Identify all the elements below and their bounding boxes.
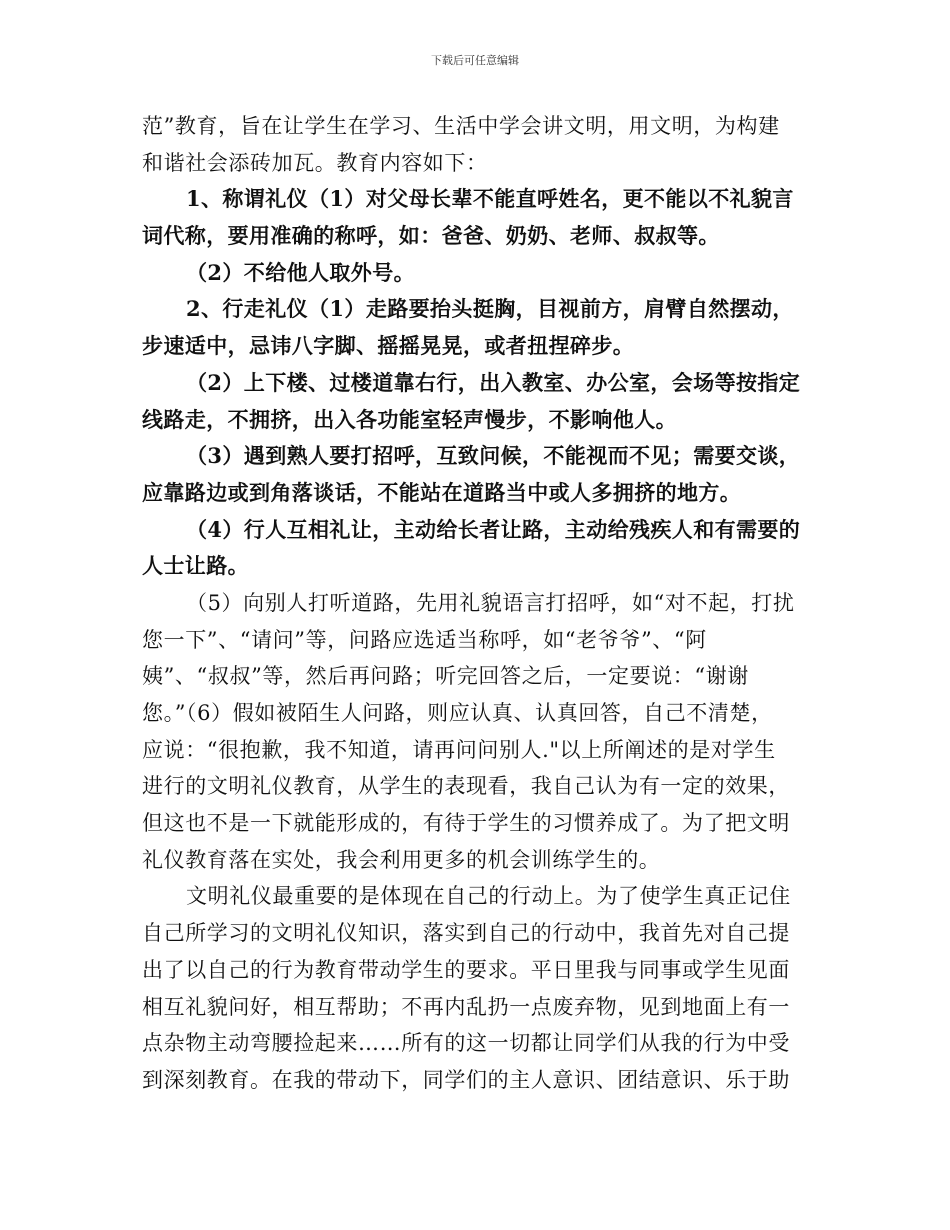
text-line: （5）向别人打听道路，先用礼貌语言打招呼，如“对不起，打扰 [186,590,795,615]
text-line: 2、行走礼仪（1）走路要抬头挺胸，目视前方，肩臂自然摆动， [186,296,794,322]
text-line: 到深刻教育。在我的带动下，同学们的主人意识、团结意识、乐于助 [142,1067,790,1092]
text-line: 范”教育，旨在让学生在学习、生活中学会讲文明，用文明，为构建 [142,114,780,138]
text-line: 您一下”、“请问”等，问路应选适当称呼，如“老爷爷”、“阿 [142,627,707,652]
text-line: （2）不给他人取外号。 [186,259,416,285]
text-line: 词代称，要用准确的称呼，如：爸爸、奶奶、老师、叔叔等。 [142,223,720,249]
text-line: 相互礼貌问好，相互帮助；不再内乱扔一点废弃物，见到地面上有一 [142,994,790,1019]
text-line: 您。”（6）假如被陌生人问路，则应认真、认真回答，自己不清楚， [142,701,773,725]
page-header: 下载后可任意编辑 [431,54,519,67]
text-line: 但这也不是一下就能形成的，有待于学生的习惯养成了。为了把文明 [142,811,790,836]
text-line: 点杂物主动弯腰捡起来……所有的这一切都让同学们从我的行为中受 [142,1031,790,1056]
text-line: 文明礼仪最重要的是体现在自己的行动上。为了使学生真正记住 [186,884,791,909]
text-line: 线路走，不拥挤，出入各功能室轻声慢步，不影响他人。 [142,406,677,432]
document-body [142,108,812,1099]
text-line: 姨”、“叔叔”等，然后再问路；听完回答之后，一定要说：“谢谢 [142,664,749,689]
text-line: 应靠路边或到角落谈话，不能站在道路当中或人多拥挤的地方。 [142,479,742,505]
text-line: （2）上下楼、过楼道靠右行，出入教室、办公室，会场等按指定 [186,369,801,395]
text-line: 礼仪教育落在实处，我会利用更多的机会训练学生的。 [142,847,661,872]
text-line: 和谐社会添砖加瓦。教育内容如下： [142,150,488,175]
text-line: 自己所学习的文明礼仪知识，落实到自己的行动中，我首先对自己提 [142,921,790,946]
text-line: 1、称谓礼仪（1）对父母长辈不能直呼姓名，更不能以不礼貌言 [186,186,794,212]
text-line: 人士让路。 [142,553,249,579]
text-line: 应说：“很抱歉，我不知道，请再问问别人."以上所阐述的是对学生 [142,737,776,762]
text-line: 出了以自己的行为教育带动学生的要求。平日里我与同事或学生见面 [142,957,790,982]
text-line: （3）遇到熟人要打招呼，互致问候，不能视而不见；需要交谈， [186,443,801,469]
text-line: 步速适中，忌讳八字脚、摇摇晃晃，或者扭捏碎步。 [142,333,635,359]
text-line: 进行的文明礼仪教育，从学生的表现看，我自己认为有一定的效果， [142,774,790,799]
text-line: （4）行人互相礼让，主动给长者让路，主动给残疾人和有需要的 [186,516,801,542]
